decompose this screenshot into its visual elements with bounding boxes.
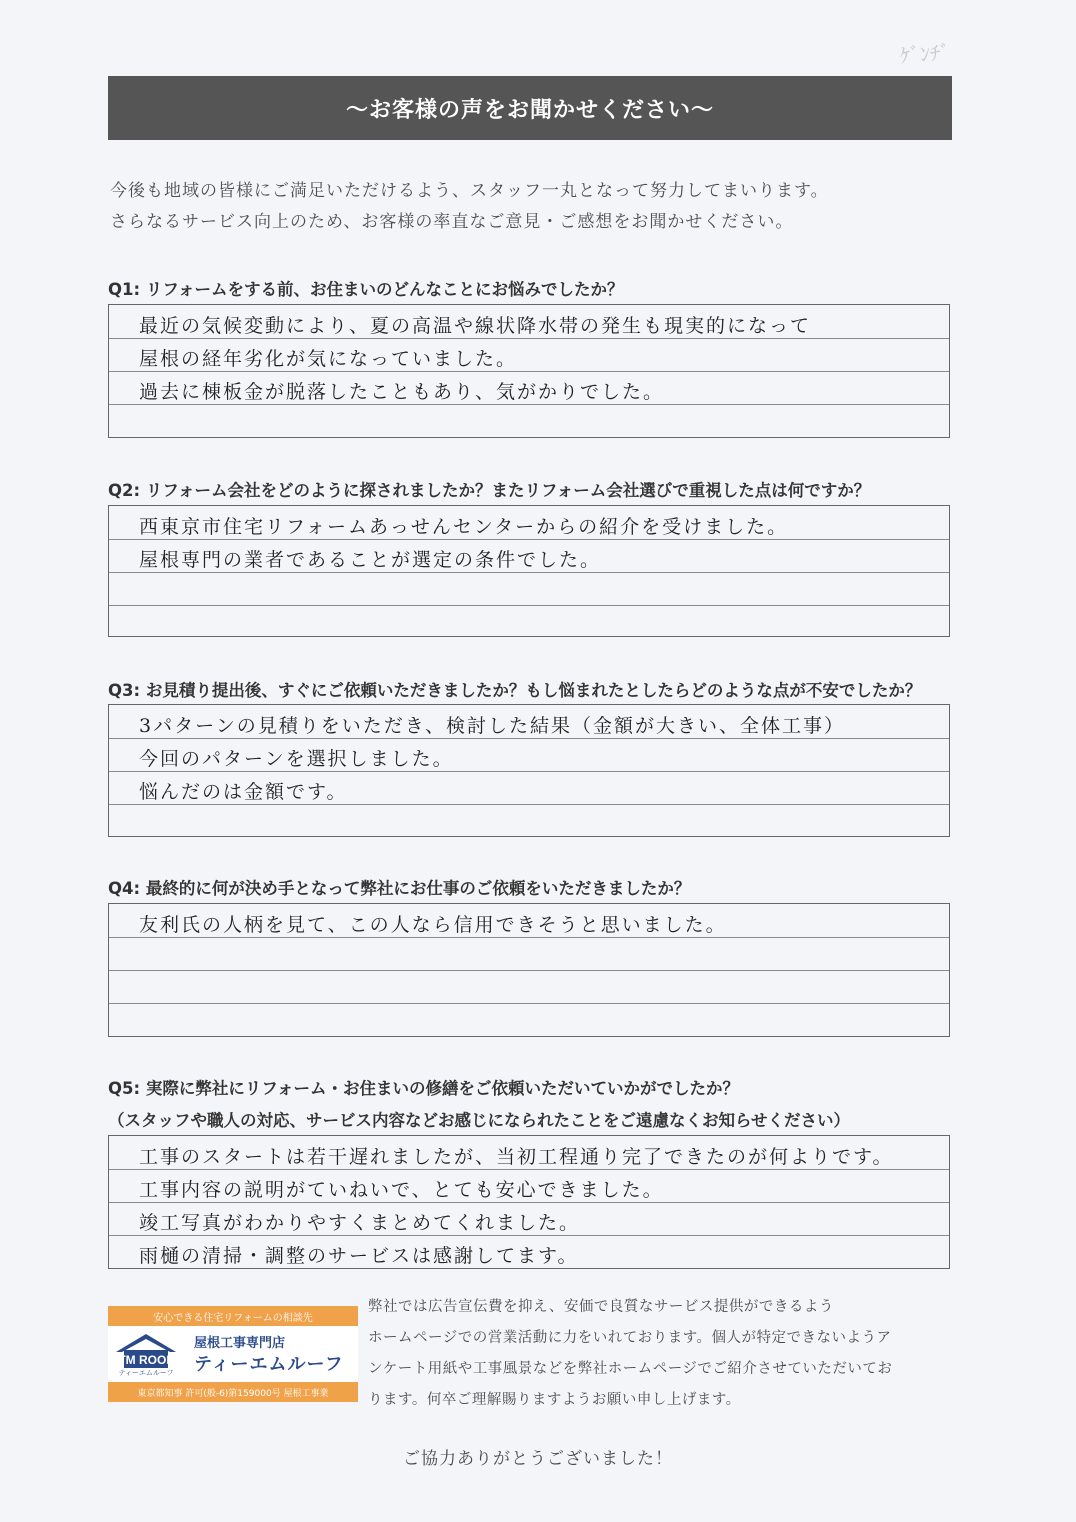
logo-tagline: 安心できる住宅リフォームの相談先 bbox=[108, 1306, 358, 1326]
q5-sublabel: （スタッフや職人の対応、サービス内容などお感じになられたことをご遠慮なくお知らせください） bbox=[108, 1111, 851, 1130]
logo-main bbox=[108, 1326, 358, 1382]
ruled-line bbox=[109, 804, 949, 805]
q2-answer-box bbox=[108, 505, 950, 637]
page-title-banner bbox=[108, 76, 952, 140]
notice-line: 弊社では広告宣伝費を抑え、安価で良質なサービス提供ができるよう bbox=[368, 1299, 834, 1315]
ruled-line bbox=[109, 1169, 949, 1170]
q3-answer-line: 今回のパターンを選択しました。 bbox=[139, 748, 454, 770]
ruled-line bbox=[109, 1235, 949, 1236]
q5-label: Q5: 実際に弊社にリフォーム・お住まいの修繕をご依頼いただいていかがでしたか？ bbox=[108, 1079, 740, 1098]
company-logo-block bbox=[108, 1306, 358, 1402]
ruled-line bbox=[109, 771, 949, 772]
q3-label: Q3: お見積り提出後、すぐにご依頼いただきましたか？もし悩まれたとしたらどのような点が不安でしたか？ bbox=[108, 681, 922, 700]
q5-answer-line: 雨樋の清掃・調整のサービスは感謝してます。 bbox=[139, 1245, 579, 1267]
q1-label: Q1: リフォームをする前、お住まいのどんなことにお悩みでしたか？ bbox=[108, 280, 624, 299]
logo-company-name: ティーエムルーフ bbox=[194, 1354, 344, 1375]
ruled-line bbox=[109, 970, 949, 971]
logo-license: 東京都知事 許可(般-6)第159000号 屋根工事業 bbox=[108, 1382, 358, 1402]
q1-answer-line: 過去に棟板金が脱落したこともあり、気がかりでした。 bbox=[139, 381, 665, 403]
ruled-line bbox=[109, 605, 949, 606]
thank-you-message: ご協力ありがとうございました！ bbox=[403, 1449, 673, 1469]
q2-label: Q2: リフォーム会社をどのように探されましたか？またリフォーム会社選びで重視した点は何ですか？ bbox=[108, 481, 871, 500]
ruled-line bbox=[109, 937, 949, 938]
q1-answer-box bbox=[108, 304, 950, 438]
privacy-notice bbox=[368, 1292, 968, 1416]
q5-answer-line: 工事内容の説明がていねいで、とても安心できました。 bbox=[139, 1179, 664, 1201]
q2-answer-line: 屋根専門の業者であることが選定の条件でした。 bbox=[139, 549, 602, 571]
logo-icon-text: TM ROOF bbox=[118, 1353, 174, 1367]
q4-answer-line: 友利氏の人柄を見て、この人なら信用できそうと思いました。 bbox=[139, 914, 727, 936]
notice-line: ンケート用紙や工事風景などを弊社ホームページでご紹介させていただいてお bbox=[368, 1361, 893, 1377]
q5-answer-line: 竣工写真がわかりやすくまとめてくれました。 bbox=[139, 1212, 581, 1234]
q5-answer-box bbox=[108, 1135, 950, 1269]
q4-answer-box bbox=[108, 903, 950, 1037]
notice-line: ホームページでの営業活動に力をいれております。個人が特定できないようア bbox=[368, 1330, 892, 1346]
ruled-line bbox=[109, 539, 949, 540]
q3-answer-box bbox=[108, 704, 950, 837]
q4-label: Q4: 最終的に何が決め手となって弊社にお仕事のご依頼をいただきましたか？ bbox=[108, 879, 691, 898]
corner-handwritten-note: ｹﾞﾝﾁﾞ bbox=[899, 40, 951, 68]
logo-shop-type: 屋根工事専門店 bbox=[194, 1336, 286, 1351]
q5-answer-line: 工事のスタートは若干遅れましたが、当初工程通り完了できたのが何よりです。 bbox=[139, 1146, 894, 1168]
logo-icon-subtext: ティーエムルーフ bbox=[118, 1369, 174, 1377]
q3-answer-line: 3パターンの見積りをいただき、検討した結果（金額が大きい、全体工事） bbox=[139, 715, 845, 737]
q1-answer-line: 屋根の経年劣化が気になっていました。 bbox=[139, 348, 518, 370]
ruled-line bbox=[109, 338, 949, 339]
ruled-line bbox=[109, 572, 949, 573]
ruled-line bbox=[109, 404, 949, 405]
intro-line: 今後も地域の皆様にご満足いただけるよう、スタッフ一丸となって努力してまいります。 bbox=[110, 181, 829, 201]
ruled-line bbox=[109, 1202, 949, 1203]
page-title: ～お客様の声をお聞かせください～ bbox=[345, 97, 714, 123]
notice-line: ります。何卒ご理解賜りますようお願い申し上げます。 bbox=[368, 1392, 741, 1408]
ruled-line bbox=[109, 371, 949, 372]
q1-answer-line: 最近の気候変動により、夏の高温や線状降水帯の発生も現実的になって bbox=[139, 315, 812, 337]
intro-text bbox=[110, 176, 970, 238]
ruled-line bbox=[109, 1003, 949, 1004]
intro-line: さらなるサービス向上のため、お客様の率直なご意見・ご感想をお聞かせください。 bbox=[110, 212, 794, 232]
ruled-line bbox=[109, 738, 949, 739]
q3-answer-line: 悩んだのは金額です。 bbox=[139, 781, 348, 803]
q2-answer-line: 西東京市住宅リフォームあっせんセンターからの紹介を受けました。 bbox=[139, 516, 789, 538]
